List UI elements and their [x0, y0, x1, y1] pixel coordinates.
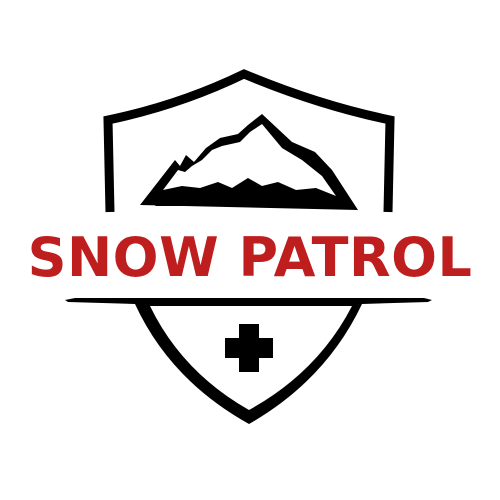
mountain-icon	[140, 114, 358, 210]
logo-title: SNOW PATROL	[27, 226, 473, 289]
